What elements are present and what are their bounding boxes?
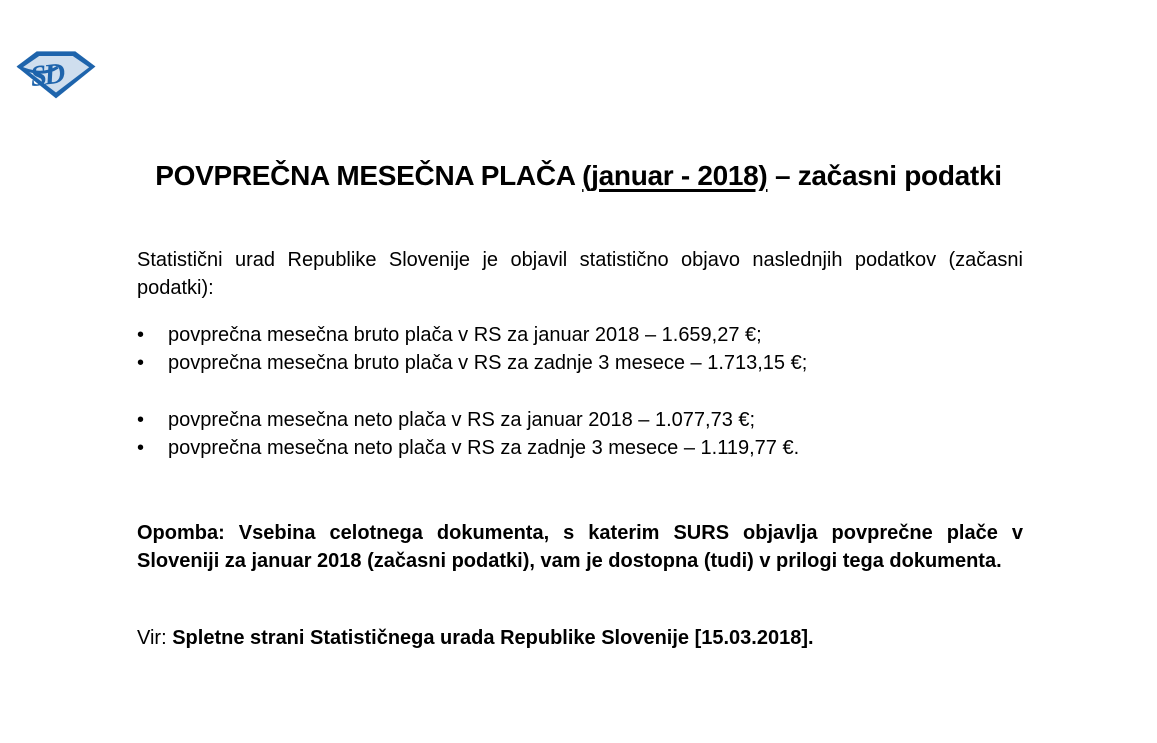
list-item-text: povprečna mesečna neto plača v RS za zadnje 3 mesece – 1.119,77 €. — [168, 437, 800, 459]
source-text: Spletne strani Statističnega urada Republike Slovenije [15.03.2018]. — [172, 627, 814, 649]
bullet-icon: • — [137, 437, 145, 459]
bullet-icon: • — [137, 324, 145, 346]
source-label: Vir: — [137, 627, 173, 649]
note-paragraph: Opomba: Vsebina celotnega dokumenta, s katerim SURS objavlja povprečne plače v Sloveniji za januar 2018 (začasni podatki), vam je dostopna (tudi) v prilogi tega dokumenta. — [137, 522, 1023, 572]
logo-letters: SD — [28, 57, 65, 94]
bruto-bullet-list — [137, 321, 1023, 377]
intro-paragraph: Statistični urad Republike Slovenije je objavil statistično objavo naslednjih podatkov (začasni podatki): — [137, 249, 1023, 299]
sd-logo — [14, 45, 98, 103]
bullet-icon: • — [137, 352, 145, 374]
neto-bullet-list — [137, 406, 1023, 462]
bullet-icon: • — [137, 409, 145, 431]
source-line — [137, 624, 1023, 652]
title-prefix: POVPREČNA MESEČNA PLAČA — [155, 160, 583, 191]
list-item-text: povprečna mesečna bruto plača v RS za januar 2018 – 1.659,27 €; — [168, 324, 762, 346]
list-item-text: povprečna mesečna neto plača v RS za januar 2018 – 1.077,73 €; — [168, 409, 756, 431]
list-item — [137, 406, 1023, 434]
list-item — [137, 434, 1023, 462]
page-title — [0, 160, 1157, 192]
list-item-text: povprečna mesečna bruto plača v RS za zadnje 3 mesece – 1.713,15 €; — [168, 352, 808, 374]
list-item — [137, 349, 1023, 377]
title-underlined-date: (januar - 2018) — [582, 160, 768, 191]
list-item — [137, 321, 1023, 349]
title-suffix: – začasni podatki — [767, 160, 1002, 191]
